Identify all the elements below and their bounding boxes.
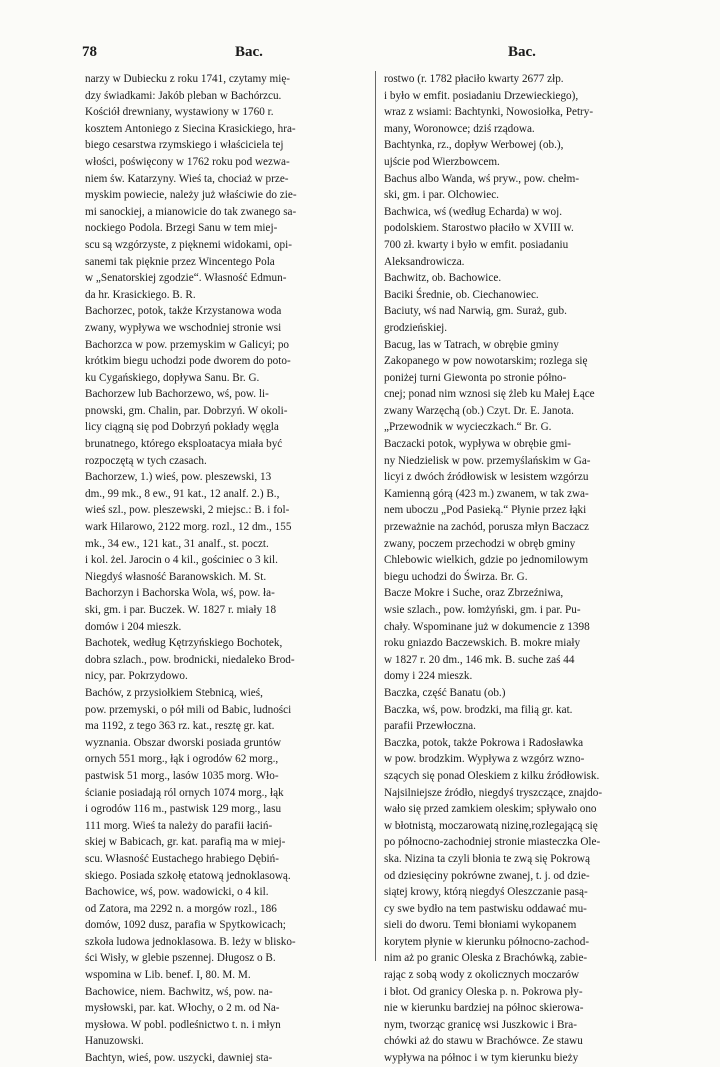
text-line: Bachorzew lub Bachorzewo, wś, pow. li- (85, 388, 269, 401)
text-line: licyi z dwóch źródłowisk w lesistem wzgórzu (384, 471, 589, 484)
text-line: wyznania. Obszar dworski posiada gruntów (85, 736, 282, 749)
text-line: grodzieńskiej. (384, 321, 448, 334)
text-line: ny Niedzielisk w pow. przemyślańskim w Ga- (384, 454, 591, 467)
text-line: mk., 34 ew., 121 kat., 31 analf., st. poczt. (85, 537, 269, 550)
text-line: Bachorzec, potok, także Krzystanowa woda (85, 305, 282, 318)
text-line: myskim powiecie, należy już właściwie do zie- (85, 189, 297, 202)
text-line: domów i 204 mieszk. (85, 620, 182, 633)
text-line: da hr. Krasickiego. B. R. (85, 288, 196, 301)
text-line: cy swe bydło na tem pastwisku oddawać mu- (384, 902, 587, 915)
text-line: wypływa na północ i w tym kierunku bieży (384, 1052, 579, 1065)
right-column (384, 71, 656, 1067)
text-line: Niegdyś własność Baranowskich. M. St. (85, 570, 267, 583)
text-line: Bachów, z przysiołkiem Stebnicą, wieś, (85, 686, 263, 699)
text-line: po północno-zachodniej stronie miasteczka Ole- (384, 836, 601, 849)
text-line: w „Senatorskiej zgodzie“. Własność Edmun- (85, 272, 287, 285)
text-line: Baciki Średnie, ob. Ciechanowiec. (384, 288, 539, 301)
text-line: ku Cygańskiego, dopływa Sanu. Br. G. (85, 371, 260, 384)
text-line: wraz z wsiami: Bachtynki, Nowosiołka, Petry- (384, 106, 594, 119)
text-line: mysłowski, par. kat. Włochy, o 2 m. od Na- (85, 1002, 280, 1015)
text-line: Aleksandrowicza. (384, 255, 465, 268)
text-line: wsie szlach., pow. łomżyński, gm. i par. Pu- (384, 604, 581, 616)
page-number: 78 (82, 44, 97, 60)
text-line: nockiego Podola. Brzegi Sanu w tem miej- (85, 222, 278, 235)
text-line: Kościół drewniany, wystawiony w 1760 r. (85, 106, 274, 119)
text-line: przeważnie na zachód, porusza młyn Baczacz (384, 521, 589, 534)
text-line: ornych 551 morg., łąk i ogrodów 62 morg., (85, 753, 279, 766)
text-line: Bachorzca w pow. przemyskim w Galicyi; po (85, 338, 290, 351)
text-line: sieli do dworu. Temi błoniami wykopanem (384, 919, 577, 932)
text-line: pow. przemyski, o pół mili od Babic, ludności (85, 703, 292, 716)
text-line: zwany Warzęchą (ob.) Czyt. Dr. E. Janota. (384, 404, 574, 417)
text-line: Bachowice, wś, pow. wadowicki, o 4 kil. (85, 886, 269, 899)
text-line: many, Woronowce; dziś rządowa. (384, 122, 535, 135)
text-line: korytem płynie w kierunku północno-zachod- (384, 935, 590, 948)
text-line: i błot. Od granicy Oleska p. n. Pokrowa pły- (384, 985, 583, 998)
text-line: Bachwica, wś (według Echarda) w woj. (384, 205, 563, 218)
text-line: Hanuzowski. (85, 1035, 144, 1048)
text-line: wspomina w Lib. benef. I, 80. M. M. (85, 969, 251, 982)
text-line: Bachwitz, ob. Bachowice. (384, 272, 502, 285)
text-line: nym, tworząc granicę wsi Juszkowic i Bra- (384, 1018, 577, 1031)
text-line: ma 1192, z tego 363 rz. kat., resztę gr. kat. (85, 720, 275, 733)
text-line: mysłowa. W pobl. podleśnictwo t. n. i młyn (85, 1018, 281, 1031)
text-line: licy ciągną się pod Dobrzyń pokłady węgla (85, 421, 279, 434)
text-line: Bachtynka, rz., dopływ Werbowej (ob.), (384, 139, 564, 152)
text-line: Bachotek, według Kętrzyńskiego Bochotek, (85, 637, 283, 650)
text-line: od dziesięciny pokrówne zwanej, t. j. od dzie- (384, 869, 590, 882)
column-divider (375, 71, 376, 961)
text-line: ujście pod Wierzbowcem. (384, 155, 500, 168)
text-line: i było w emfit. posiadaniu Drzewieckiego), (384, 89, 579, 102)
text-line: Chlebowic wielkich, gdzie po jednomilowym (384, 554, 589, 567)
text-line: biegu uchodzi do Świrza. Br. G. (384, 570, 528, 583)
text-line: wieś szl., pow. pleszewski, 2 miejsc.: B. i fol- (85, 504, 290, 517)
text-line: nie w kierunku bardziej na północ skierowa- (384, 1002, 584, 1015)
text-line: Kamienną górą (423 m.) zwanem, w tak zwa- (384, 487, 589, 500)
text-line: dm., 99 mk., 8 ew., 91 kat., 12 analf. 2.) B., (85, 487, 280, 500)
text-line: Bachorzew, 1.) wieś, pow. pleszewski, 13 (85, 471, 272, 484)
text-line: Bachowice, niem. Bachwitz, wś, pow. na- (85, 985, 273, 998)
text-line: Najsilniejsze źródło, niegdyś tryszczące, znajdo- (384, 786, 603, 799)
text-line: wark Hilarowo, 2122 morg. rozl., 12 dm., 155 (85, 521, 292, 534)
text-line: i kol. żel. Jarocin o 4 kil., gościniec o 3 kil. (85, 554, 278, 567)
text-line: chówki aż do stawu w Brachówce. Ze stawu (384, 1035, 583, 1048)
text-line: i ogrodów 116 m., pastwisk 129 morg., lasu (85, 803, 282, 816)
text-line: w błotnistą, moczarowatą nizinę,rozlegającą się (384, 819, 598, 832)
text-line: skiego. Posiada szkołę etatową jednoklasową. (85, 869, 291, 882)
text-line: cnej; ponad nim wznosi się żleb ku Małej Łące (384, 388, 595, 401)
text-line: Baczka, potok, także Pokrowa i Radosławka (384, 736, 584, 749)
text-line: scu są wzgórzyste, z pięknemi widokami, opi- (85, 238, 292, 251)
text-line: brunatnego, którego eksploatacya miała być (85, 438, 283, 451)
text-line: ścianie posiadają ról ornych 1074 morg., łąk (85, 786, 284, 799)
text-line: Bachus albo Wanda, wś pryw., pow. chełm- (384, 172, 580, 185)
text-line: w 1827 r. 20 dm., 146 mk. B. suche zaś 44 (384, 653, 575, 666)
text-line: kosztem Antoniego z Siecina Krasickiego, hra- (85, 122, 296, 135)
text-line: szących się ponad Oleskiem z kilku źródłowisk. (384, 769, 600, 782)
text-line: chały. Wspominane już w dokumencie z 1398 (384, 620, 590, 633)
text-line: Baciuty, wś nad Narwią, gm. Suraż, gub. (384, 305, 567, 318)
text-line: ski, gm. i par. Buczek. W. 1827 r. miały 18 (85, 604, 277, 616)
text-line: Bacze Mokre i Suche, oraz Zbrzeźniwa, (384, 587, 564, 600)
text-line: nem uboczu „Pod Pasieką.“ Płynie przez łąki (384, 504, 587, 517)
text-line: Baczacki potok, wypływa w obrębie gmi- (384, 438, 572, 451)
text-line: Zakopanego w pow nowotarskim; rozlega się (384, 355, 588, 368)
text-line: 111 morg. Wieś ta należy do parafii łaciń- (85, 819, 273, 832)
text-line: biego cesarstwa rzymskiego i właściciela tej (85, 139, 284, 152)
text-line: pastwisk 51 morg., lasów 1035 morg. Wło- (85, 769, 279, 782)
text-line: parafii Przewłoczna. (384, 720, 476, 733)
text-line: nicy, par. Pokrzydowo. (85, 670, 188, 683)
text-line: pnowski, gm. Chalin, par. Dobrzyń. W okoli- (85, 404, 288, 417)
text-line: włości, poświęcony w 1762 roku pod wezwa- (85, 155, 290, 168)
text-line: rostwo (r. 1782 płaciło kwarty 2677 złp. (384, 73, 564, 85)
text-line: domów, 1092 dusz, parafia w Spytkowicach; (85, 919, 286, 932)
text-line: zwany, poczem przechodzi w obręb gminy (384, 537, 576, 550)
text-line: mi sanockiej, a mianowicie do tak zwanego sa- (85, 205, 297, 218)
left-column (85, 71, 357, 1067)
text-line: dzy świadkami: Jakób pleban w Bachórzcu. (85, 89, 282, 102)
text-line: scu. Własność Eustachego hrabiego Dębiń- (85, 852, 279, 865)
text-line: „Przewodnik w wycieczkach.“ Br. G. (384, 421, 552, 434)
text-line: rozpoczętą w tych czasach. (85, 454, 207, 467)
text-line: szkoła ludowa jednoklasowa. B. leży w blisko- (85, 935, 296, 948)
text-line: siątej krowy, którą niegdyś Oleszczanie pasą- (384, 886, 588, 899)
text-line: rając z sobą wody z okolicznych moczarów (384, 969, 580, 982)
text-line: domy i 224 mieszk. (384, 670, 473, 683)
text-line: sanemi tak pięknie przez Wincentego Pola (85, 255, 275, 268)
text-line: Bachorzyn i Bachorska Wola, wś, pow. ła- (85, 587, 275, 600)
text-line: Baczka, wś, pow. brodzki, ma filią gr. kat. (384, 703, 573, 716)
text-line: 700 zł. kwarty i było w emfit. posiadaniu (384, 238, 569, 251)
text-line: w pow. brodzkim. Wypływa z wzgórz wzno- (384, 753, 585, 766)
text-line: roku gniazdo Baczewskich. B. mokre miały (384, 637, 581, 650)
text-line: krótkim biegu uchodzi pode dworem do poto- (85, 355, 291, 368)
text-line: Bacug, las w Tatrach, w obrębie gminy (384, 338, 559, 351)
text-line: dobra szlach., pow. brodnicki, niedaleko Brod- (85, 653, 295, 666)
text-line: Bachtyn, wieś, pow. uszycki, dawniej sta- (85, 1052, 273, 1065)
running-head-left: Bac. (235, 44, 263, 60)
text-line: poniżej turni Giewonta po stronie półno- (384, 371, 567, 384)
text-line: podolskiem. Starostwo płaciło w XVIII w. (384, 222, 574, 235)
text-line: ski, gm. i par. Olchowiec. (384, 189, 499, 202)
running-head-right: Bac. (508, 44, 536, 60)
text-line: nim aż po granic Oleska z Brachówką, zabie- (384, 952, 588, 965)
text-line: ska. Nizina ta czyli błonia te zwą się Pokrową (384, 852, 590, 865)
text-line: ści Wisły, w glebie pszennej. Długosz o B. (85, 952, 276, 965)
text-line: niem św. Katarzyny. Wieś ta, chociaż w prze- (85, 172, 289, 185)
text-line: wało się przed zamkiem oleskim; spływało ono (384, 803, 597, 816)
text-line: od Zatora, ma 2292 n. a morgów rozl., 186 (85, 902, 277, 915)
text-line: skiej w Babicach, gr. kat. parafią ma w miej- (85, 836, 286, 849)
text-line: narzy w Dubiecku z roku 1741, czytamy mię- (85, 73, 291, 85)
text-line: Baczka, część Banatu (ob.) (384, 686, 506, 699)
text-line: zwany, wypływa we wschodniej stronie wsi (85, 321, 282, 334)
